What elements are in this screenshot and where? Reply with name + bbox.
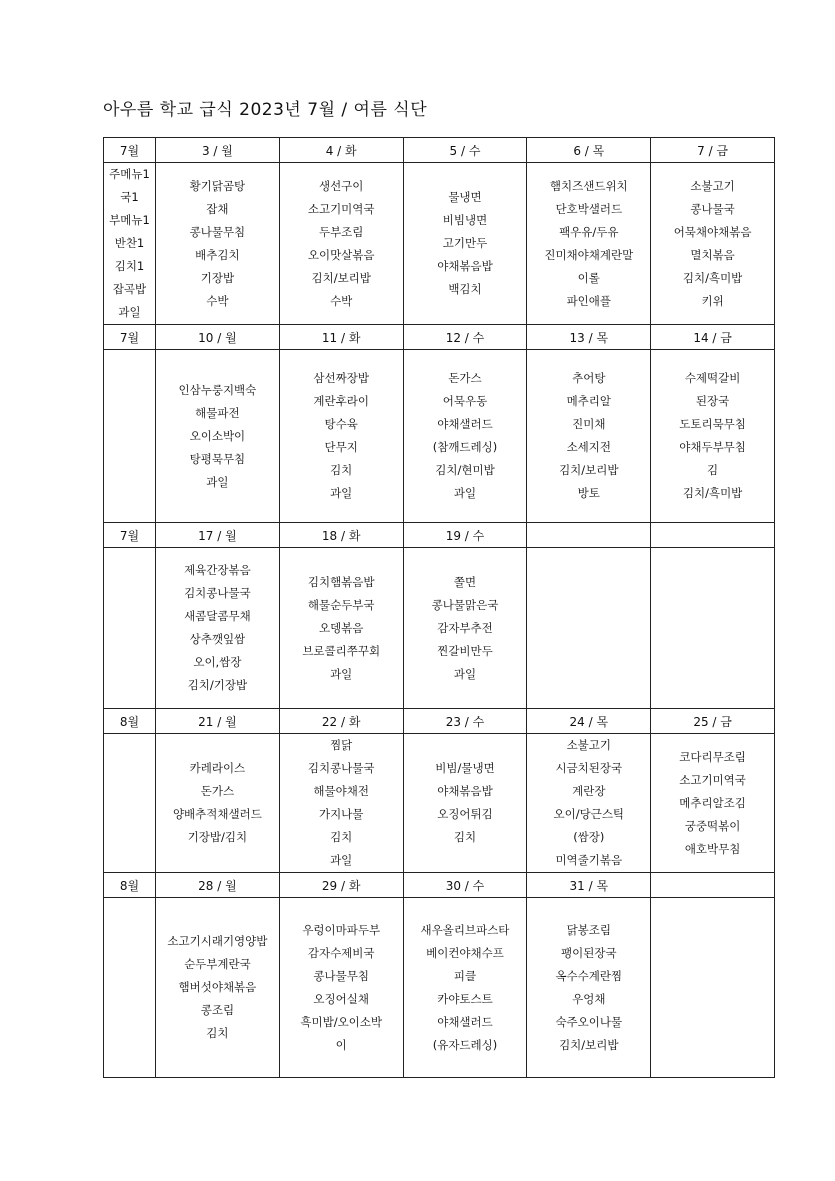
day-label: 29 / 화 bbox=[279, 873, 403, 898]
category-label: 국1 bbox=[120, 190, 139, 204]
day-label: 11 / 화 bbox=[279, 325, 403, 350]
menu-item: 흑미밥/오이소박 bbox=[300, 1014, 383, 1029]
category-label: 주메뉴1 bbox=[109, 167, 150, 181]
menu-item: 김치/흑미밥 bbox=[682, 486, 743, 500]
meal-schedule-table bbox=[103, 137, 775, 1078]
menu-item: 쫄면 bbox=[453, 574, 477, 589]
month-label: 8월 bbox=[104, 709, 156, 734]
menu-item: 돈가스 bbox=[200, 784, 235, 798]
day-label: 18 / 화 bbox=[279, 523, 403, 548]
page-title: 아우름 학교 급식 2023년 7월 / 여름 식단 bbox=[103, 100, 428, 120]
week-menu-row bbox=[104, 350, 775, 523]
week-menu-row bbox=[104, 898, 775, 1078]
month-label: 7월 bbox=[104, 138, 156, 163]
menu-item: 콩나물맑은국 bbox=[431, 597, 499, 612]
menu-item: 도토리묵무침 bbox=[679, 417, 746, 431]
menu-item: 카야토스트 bbox=[437, 991, 493, 1006]
menu-item: 인삼누룽지백숙 bbox=[178, 382, 257, 397]
day-label: 3 / 월 bbox=[156, 138, 280, 163]
menu-item: 김치/현미밥 bbox=[435, 463, 495, 477]
week-header-row bbox=[104, 325, 775, 350]
menu-item: 계란후라이 bbox=[313, 394, 369, 408]
day-label: 21 / 월 bbox=[156, 709, 280, 734]
menu-cell bbox=[403, 548, 527, 709]
menu-cell bbox=[651, 163, 775, 325]
menu-item: 콩조림 bbox=[200, 1003, 235, 1017]
menu-item: 이롤 bbox=[577, 270, 600, 285]
menu-item: 궁중떡볶이 bbox=[684, 818, 741, 833]
menu-item: 돈가스 bbox=[448, 371, 482, 385]
menu-item: 옥수수계란찜 bbox=[555, 968, 623, 983]
menu-cell bbox=[651, 548, 775, 709]
day-label: 31 / 목 bbox=[527, 873, 651, 898]
menu-cell bbox=[279, 163, 403, 325]
category-label: 김치1 bbox=[114, 259, 145, 273]
menu-item: 코다리무조림 bbox=[679, 749, 746, 764]
menu-cell bbox=[651, 898, 775, 1078]
menu-item: 김치 bbox=[453, 830, 477, 844]
menu-item: 오뎅볶음 bbox=[318, 620, 364, 635]
category-cell bbox=[104, 734, 156, 873]
day-label: 28 / 월 bbox=[156, 873, 280, 898]
menu-item: 감자부추전 bbox=[437, 620, 493, 635]
menu-item: 김치햄볶음밥 bbox=[307, 574, 375, 589]
menu-item: 상추깻잎쌈 bbox=[189, 632, 246, 646]
week-menu-row bbox=[104, 548, 775, 709]
menu-item: 해물파전 bbox=[195, 405, 240, 420]
menu-item: 콩나물무침 bbox=[313, 968, 369, 983]
menu-item: 우렁이마파두부 bbox=[302, 922, 381, 937]
day-label: 24 / 목 bbox=[527, 709, 651, 734]
menu-item: 애호박무침 bbox=[684, 841, 741, 856]
day-label bbox=[651, 523, 775, 548]
category-label: 잡곡밥 bbox=[112, 282, 147, 296]
day-label: 10 / 월 bbox=[156, 325, 280, 350]
menu-item: 방토 bbox=[577, 486, 600, 500]
menu-item: 이 bbox=[335, 1037, 347, 1052]
menu-item: 키위 bbox=[701, 293, 724, 308]
menu-cell bbox=[651, 734, 775, 873]
menu-item: 닭봉조림 bbox=[566, 922, 611, 937]
menu-item: 소고기미역국 bbox=[679, 772, 746, 787]
menu-item: 피클 bbox=[453, 968, 477, 983]
menu-item: 새우올리브파스타 bbox=[420, 922, 510, 937]
menu-item: 고기만두 bbox=[442, 236, 488, 250]
menu-item: 찜닭 bbox=[330, 738, 353, 752]
menu-item: 김치 bbox=[330, 463, 353, 477]
menu-cell bbox=[279, 350, 403, 523]
menu-item: 과일 bbox=[330, 486, 353, 500]
category-label: 부메뉴1 bbox=[109, 213, 150, 227]
menu-item: 팽이된장국 bbox=[561, 945, 617, 960]
category-cell bbox=[104, 898, 156, 1078]
menu-cell bbox=[156, 350, 280, 523]
menu-item: 새콤달콤무채 bbox=[184, 609, 251, 623]
menu-item: 김치콩나물국 bbox=[307, 761, 375, 775]
menu-item: 파인애플 bbox=[566, 293, 611, 308]
menu-item: 멸치볶음 bbox=[690, 247, 735, 262]
menu-item: 숙주오이나물 bbox=[555, 1014, 623, 1029]
menu-item: 콩나물국 bbox=[690, 201, 735, 216]
category-cell bbox=[104, 548, 156, 709]
menu-item: 오이소박이 bbox=[189, 428, 246, 443]
menu-cell bbox=[156, 163, 280, 325]
day-label: 14 / 금 bbox=[651, 325, 775, 350]
menu-item: 오이맛살볶음 bbox=[307, 247, 375, 262]
menu-item: 어묵우동 bbox=[442, 394, 488, 408]
day-label: 12 / 수 bbox=[403, 325, 527, 350]
menu-item: 양배추적채샐러드 bbox=[172, 807, 262, 821]
menu-item: 카레라이스 bbox=[189, 761, 246, 775]
menu-item: 계란장 bbox=[572, 784, 606, 798]
menu-item: 황기닭곰탕 bbox=[189, 178, 246, 193]
menu-item: 기장밥/김치 bbox=[187, 830, 248, 844]
menu-cell bbox=[279, 734, 403, 873]
menu-item: 단무지 bbox=[324, 440, 358, 454]
menu-cell bbox=[403, 163, 527, 325]
menu-cell bbox=[403, 350, 527, 523]
menu-cell bbox=[279, 548, 403, 709]
menu-item: 미역줄기볶음 bbox=[555, 853, 623, 867]
day-label bbox=[651, 873, 775, 898]
menu-item: 물냉면 bbox=[448, 190, 482, 204]
menu-item: 백김치 bbox=[448, 282, 482, 296]
menu-item: 두부조림 bbox=[318, 224, 364, 239]
menu-item: 햄버섯야채볶음 bbox=[178, 980, 257, 994]
menu-item: 야채샐러드 bbox=[437, 1014, 493, 1029]
menu-item: 배추김치 bbox=[195, 247, 240, 262]
day-label: 30 / 수 bbox=[403, 873, 527, 898]
menu-item: 해물야채전 bbox=[313, 784, 369, 798]
menu-item: 햄치즈샌드위치 bbox=[549, 178, 628, 193]
menu-item: 소고기미역국 bbox=[307, 201, 375, 216]
menu-item: 진미채 bbox=[572, 417, 606, 431]
day-label: 4 / 화 bbox=[279, 138, 403, 163]
menu-cell bbox=[403, 898, 527, 1078]
menu-item: 오이/당근스틱 bbox=[553, 807, 625, 821]
day-label: 19 / 수 bbox=[403, 523, 527, 548]
menu-item: 소불고기 bbox=[690, 178, 735, 193]
menu-item: 야채볶음밥 bbox=[437, 784, 493, 798]
menu-item: 김치/보리밥 bbox=[311, 270, 371, 285]
category-label: 반찬1 bbox=[114, 236, 145, 250]
menu-item: 오징어튀김 bbox=[437, 807, 493, 821]
menu-item: 김치/흑미밥 bbox=[682, 270, 743, 285]
menu-cell bbox=[403, 734, 527, 873]
day-label bbox=[527, 523, 651, 548]
week-header-row bbox=[104, 523, 775, 548]
menu-item: 김 bbox=[707, 463, 719, 477]
menu-item: 김치/보리밥 bbox=[559, 1037, 619, 1052]
day-label: 5 / 수 bbox=[403, 138, 527, 163]
menu-item: 메추리알 bbox=[566, 394, 611, 408]
menu-cell bbox=[527, 350, 651, 523]
day-label: 23 / 수 bbox=[403, 709, 527, 734]
menu-item: 비빔냉면 bbox=[442, 213, 488, 227]
menu-item: 찐갈비만두 bbox=[437, 643, 493, 658]
day-label: 13 / 목 bbox=[527, 325, 651, 350]
menu-cell bbox=[527, 734, 651, 873]
menu-cell bbox=[527, 898, 651, 1078]
menu-item: 브로콜리쭈꾸회 bbox=[302, 643, 381, 658]
menu-item: 해물순두부국 bbox=[307, 597, 375, 612]
week-header-row bbox=[104, 709, 775, 734]
menu-item: 과일 bbox=[206, 474, 229, 489]
menu-item: 메추리알조김 bbox=[679, 795, 746, 810]
menu-item: 비빔/물냉면 bbox=[435, 761, 495, 775]
menu-item: 삼선짜장밥 bbox=[313, 371, 369, 385]
menu-item: 김치콩나물국 bbox=[184, 586, 251, 600]
menu-item: 잡채 bbox=[206, 201, 229, 216]
menu-item: 과일 bbox=[453, 486, 477, 500]
menu-item: 탕평묵무침 bbox=[189, 451, 246, 466]
menu-item: 순두부계란국 bbox=[184, 957, 251, 971]
menu-item: 김치/보리밥 bbox=[559, 463, 619, 477]
menu-item: 베이컨야채수프 bbox=[426, 945, 504, 960]
menu-item: 어묵채야채볶음 bbox=[673, 224, 752, 239]
menu-item: 추어탕 bbox=[572, 371, 606, 385]
menu-item: 콩나물무침 bbox=[189, 224, 246, 239]
menu-item: 가지나물 bbox=[318, 807, 364, 821]
menu-item: 제육간장볶음 bbox=[184, 563, 251, 577]
menu-item: 김치 bbox=[330, 830, 353, 844]
menu-item: 수박 bbox=[330, 293, 353, 308]
menu-item: 오징어실채 bbox=[313, 991, 369, 1006]
menu-item: 생선구이 bbox=[318, 178, 364, 193]
menu-item: 소고기시래기영양밥 bbox=[167, 934, 268, 948]
menu-cell bbox=[527, 548, 651, 709]
day-label: 6 / 목 bbox=[527, 138, 651, 163]
week-menu-row bbox=[104, 163, 775, 325]
menu-item: 야채볶음밥 bbox=[437, 259, 493, 273]
day-label: 17 / 월 bbox=[156, 523, 280, 548]
menu-item: (쌈장) bbox=[573, 830, 605, 844]
day-label: 25 / 금 bbox=[651, 709, 775, 734]
menu-item: 기장밥 bbox=[200, 270, 235, 285]
menu-item: 과일 bbox=[330, 853, 353, 867]
menu-item: 야채두부무침 bbox=[679, 440, 746, 454]
menu-item: 소불고기 bbox=[566, 738, 611, 752]
menu-item: 시금치된장국 bbox=[555, 761, 623, 775]
week-header-row bbox=[104, 873, 775, 898]
month-label: 7월 bbox=[104, 325, 156, 350]
menu-cell bbox=[651, 350, 775, 523]
menu-item: 소세지전 bbox=[566, 440, 611, 454]
category-cell bbox=[104, 350, 156, 523]
menu-cell bbox=[156, 548, 280, 709]
menu-item: 우엉채 bbox=[572, 991, 606, 1006]
menu-item: 과일 bbox=[453, 666, 477, 681]
menu-item: 오이,쌈장 bbox=[193, 655, 242, 669]
menu-item: 김치/기장밥 bbox=[187, 678, 248, 692]
menu-item: (참깨드레싱) bbox=[432, 440, 498, 454]
day-label: 7 / 금 bbox=[651, 138, 775, 163]
month-label: 8월 bbox=[104, 873, 156, 898]
menu-cell bbox=[527, 163, 651, 325]
menu-cell bbox=[156, 898, 280, 1078]
menu-item: 수박 bbox=[206, 293, 229, 308]
menu-item: 김치 bbox=[206, 1026, 229, 1040]
menu-item: 수제떡갈비 bbox=[684, 371, 741, 385]
menu-item: 과일 bbox=[330, 666, 353, 681]
month-label: 7월 bbox=[104, 523, 156, 548]
category-label: 과일 bbox=[118, 305, 141, 319]
week-header-row bbox=[104, 138, 775, 163]
menu-item: 야채샐러드 bbox=[437, 417, 493, 431]
menu-cell bbox=[156, 734, 280, 873]
menu-cell bbox=[279, 898, 403, 1078]
menu-item: 진미채야채계란말 bbox=[544, 247, 634, 262]
menu-item: (유자드레싱) bbox=[432, 1037, 498, 1052]
menu-item: 탕수육 bbox=[324, 417, 358, 431]
category-cell bbox=[104, 163, 156, 325]
menu-item: 단호박샐러드 bbox=[555, 201, 623, 216]
week-menu-row bbox=[104, 734, 775, 873]
menu-item: 팩우유/두유 bbox=[559, 224, 619, 239]
day-label: 22 / 화 bbox=[279, 709, 403, 734]
menu-item: 된장국 bbox=[695, 394, 730, 408]
menu-item: 감자수제비국 bbox=[307, 945, 375, 960]
